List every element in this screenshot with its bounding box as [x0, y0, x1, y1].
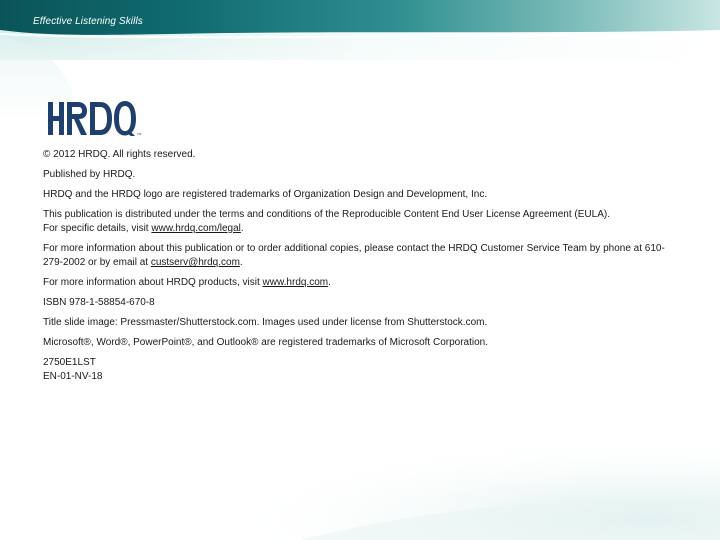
products-paragraph — [43, 276, 683, 290]
legal-link[interactable]: www.hrdq.com/legal — [151, 223, 241, 234]
microsoft-trademark-line: Microsoft®, Word®, PowerPoint®, and Outlook® are registered trademarks of Microsoft Corporation. — [43, 337, 489, 348]
image-credit-line: Title slide image: Pressmaster/Shutterstock.com. Images used under license from Shutterstock.com. — [43, 317, 488, 328]
contact-paragraph — [43, 242, 683, 270]
isbn-line: ISBN 978-1-58854-670-8 — [43, 297, 155, 308]
legal-notice — [43, 148, 683, 390]
published-line: Published by HRDQ. — [43, 169, 136, 180]
license-line-2-suffix: . — [240, 223, 244, 234]
contact-suffix: . — [239, 257, 243, 268]
products-suffix: . — [328, 277, 331, 288]
hrdq-logo — [46, 100, 146, 138]
product-code-1: 2750E1LST — [43, 357, 96, 368]
contact-text: For more information about this publication or to order additional copies, please contact the HRDQ Customer Service Team by phone at 610-279-2002 or by email at — [43, 243, 665, 268]
license-paragraph — [43, 208, 683, 236]
trademark-line: HRDQ and the HRDQ logo are registered trademarks of Organization Design and Development, Inc. — [43, 189, 488, 200]
license-line-2-prefix: For specific details, visit — [43, 223, 152, 234]
copyright-line: © 2012 HRDQ. All rights reserved. — [43, 149, 196, 160]
background-glow — [0, 400, 720, 540]
product-codes — [43, 356, 683, 384]
license-line-1: This publication is distributed under the terms and conditions of the Reproducible Content End User License Agreement (EULA). — [43, 209, 610, 220]
svg-text:TM: TM — [137, 132, 142, 136]
products-text: For more information about HRDQ products, visit — [43, 277, 263, 288]
product-code-2: EN-01-NV-18 — [43, 371, 103, 382]
email-link[interactable]: custserv@hrdq.com — [150, 257, 240, 268]
presentation-title: Effective Listening Skills — [33, 16, 143, 27]
website-link[interactable]: www.hrdq.com — [262, 277, 329, 288]
